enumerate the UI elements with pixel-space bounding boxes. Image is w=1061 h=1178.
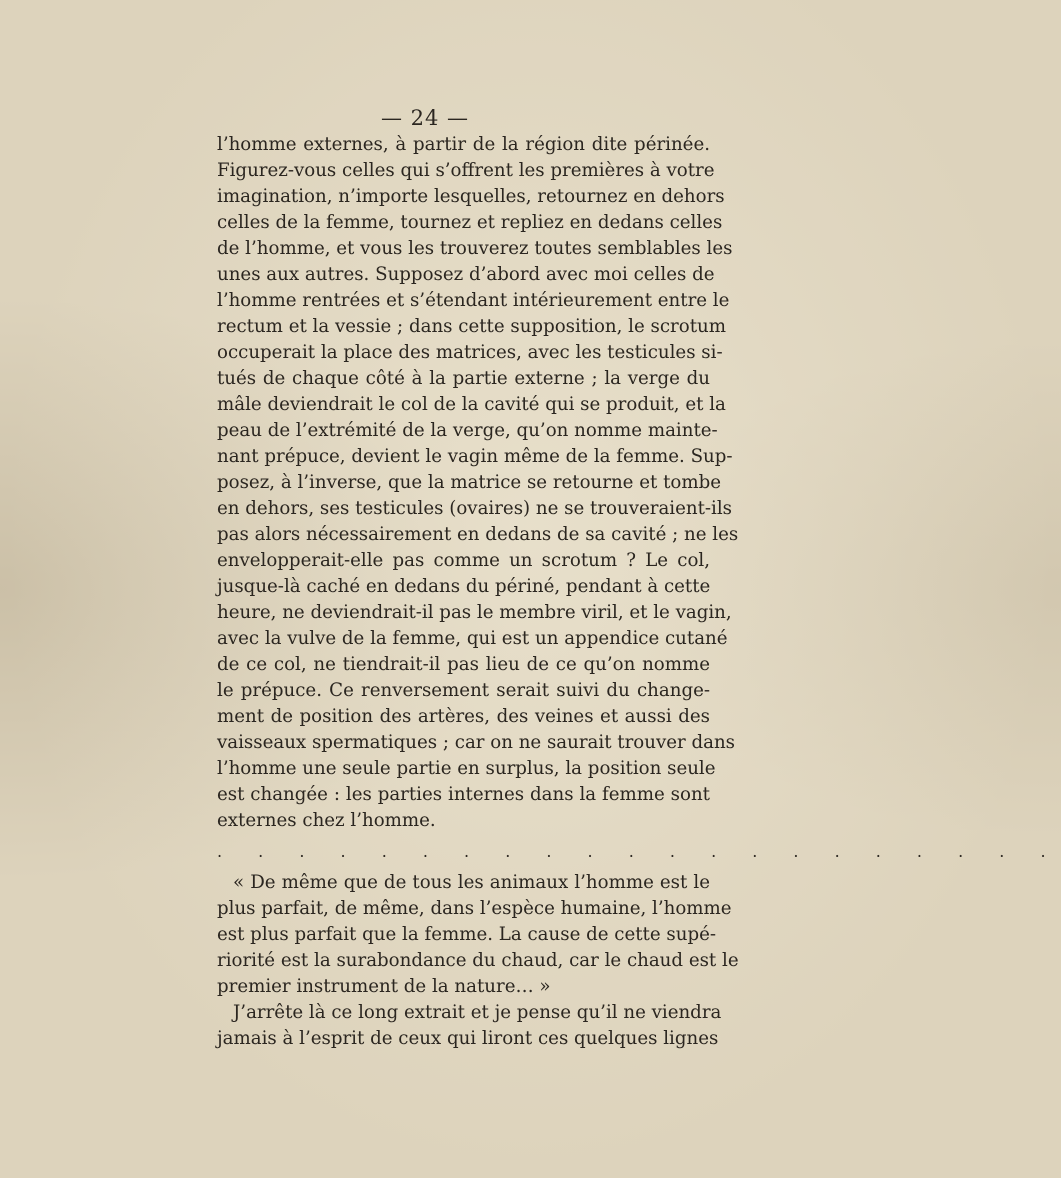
paragraph-3 [217, 1000, 722, 1052]
text-line: plus parfait, de même, dans l’espèce humaine, l’homme [217, 898, 732, 919]
text-line: rectum et la vessie ; dans cette supposition, le scrotum [217, 316, 726, 337]
text-line: externes chez l’homme. [217, 810, 436, 831]
text-line: jamais à l’esprit de ceux qui liront ces quelques lignes [217, 1028, 719, 1049]
text-line: l’homme une seule partie en surplus, la position seule [217, 758, 716, 779]
text-line: de ce col, ne tiendrait-il pas lieu de ce qu’on nomme [217, 654, 710, 675]
text-line: jusque-là caché en dedans du périné, pendant à cette [217, 576, 711, 597]
text-line: premier instrument de la nature… » [217, 976, 551, 997]
text-line: J’arrête là ce long extrait et je pense qu’il ne viendra [233, 1002, 722, 1023]
text-line: avec la vulve de la femme, qui est un appendice cutané [217, 628, 728, 649]
text-line: Figurez-vous celles qui s’offrent les premières à votre [217, 160, 715, 181]
text-line: unes aux autres. Supposez d’abord avec moi celles de [217, 264, 715, 285]
text-line: est changée : les parties internes dans la femme sont [217, 784, 710, 805]
text-line: occuperait la place des matrices, avec les testicules si- [217, 342, 723, 363]
ellipsis-row: . . . . . . . . . . . . . . . . . . . . . [217, 842, 1061, 861]
text-line: le prépuce. Ce renversement serait suivi du change- [217, 680, 710, 701]
text-line: ment de position des artères, des veines et aussi des [217, 706, 710, 727]
text-line: pas alors nécessairement en dedans de sa cavité ; ne les [217, 524, 739, 545]
text-line: l’homme externes, à partir de la région dite périnée. [217, 134, 710, 155]
text-line: de l’homme, et vous les trouverez toutes semblables les [217, 238, 733, 259]
text-line: riorité est la surabondance du chaud, car le chaud est le [217, 950, 739, 971]
paragraph-2 [217, 870, 739, 1000]
text-line: l’homme rentrées et s’étendant intérieurement entre le [217, 290, 730, 311]
text-line: est plus parfait que la femme. La cause de cette supé- [217, 924, 717, 945]
text-line: heure, ne deviendrait-il pas le membre viril, et le vagin, [217, 602, 732, 623]
text-line: envelopperait-elle pas comme un scrotum ? Le col, [217, 550, 710, 571]
text-line: posez, à l’inverse, que la matrice se retourne et tombe [217, 472, 721, 493]
paragraph-1 [217, 132, 739, 834]
body-text [217, 132, 1061, 1052]
text-line: imagination, n’importe lesquelles, retournez en dehors [217, 186, 725, 207]
page-number: — 24 — [380, 106, 470, 130]
text-line: peau de l’extrémité de la verge, qu’on nomme mainte- [217, 420, 718, 441]
text-line: celles de la femme, tournez et repliez en dedans celles [217, 212, 723, 233]
text-line: tués de chaque côté à la partie externe ; la verge du [217, 368, 710, 389]
text-line: nant prépuce, devient le vagin même de la femme. Sup- [217, 446, 733, 467]
text-line: vaisseaux spermatiques ; car on ne saurait trouver dans [217, 732, 736, 753]
text-line: en dehors, ses testicules (ovaires) ne se trouveraient-ils [217, 498, 732, 519]
text-line: « De même que de tous les animaux l’homme est le [233, 872, 710, 893]
text-line: mâle deviendrait le col de la cavité qui se produit, et la [217, 394, 726, 415]
